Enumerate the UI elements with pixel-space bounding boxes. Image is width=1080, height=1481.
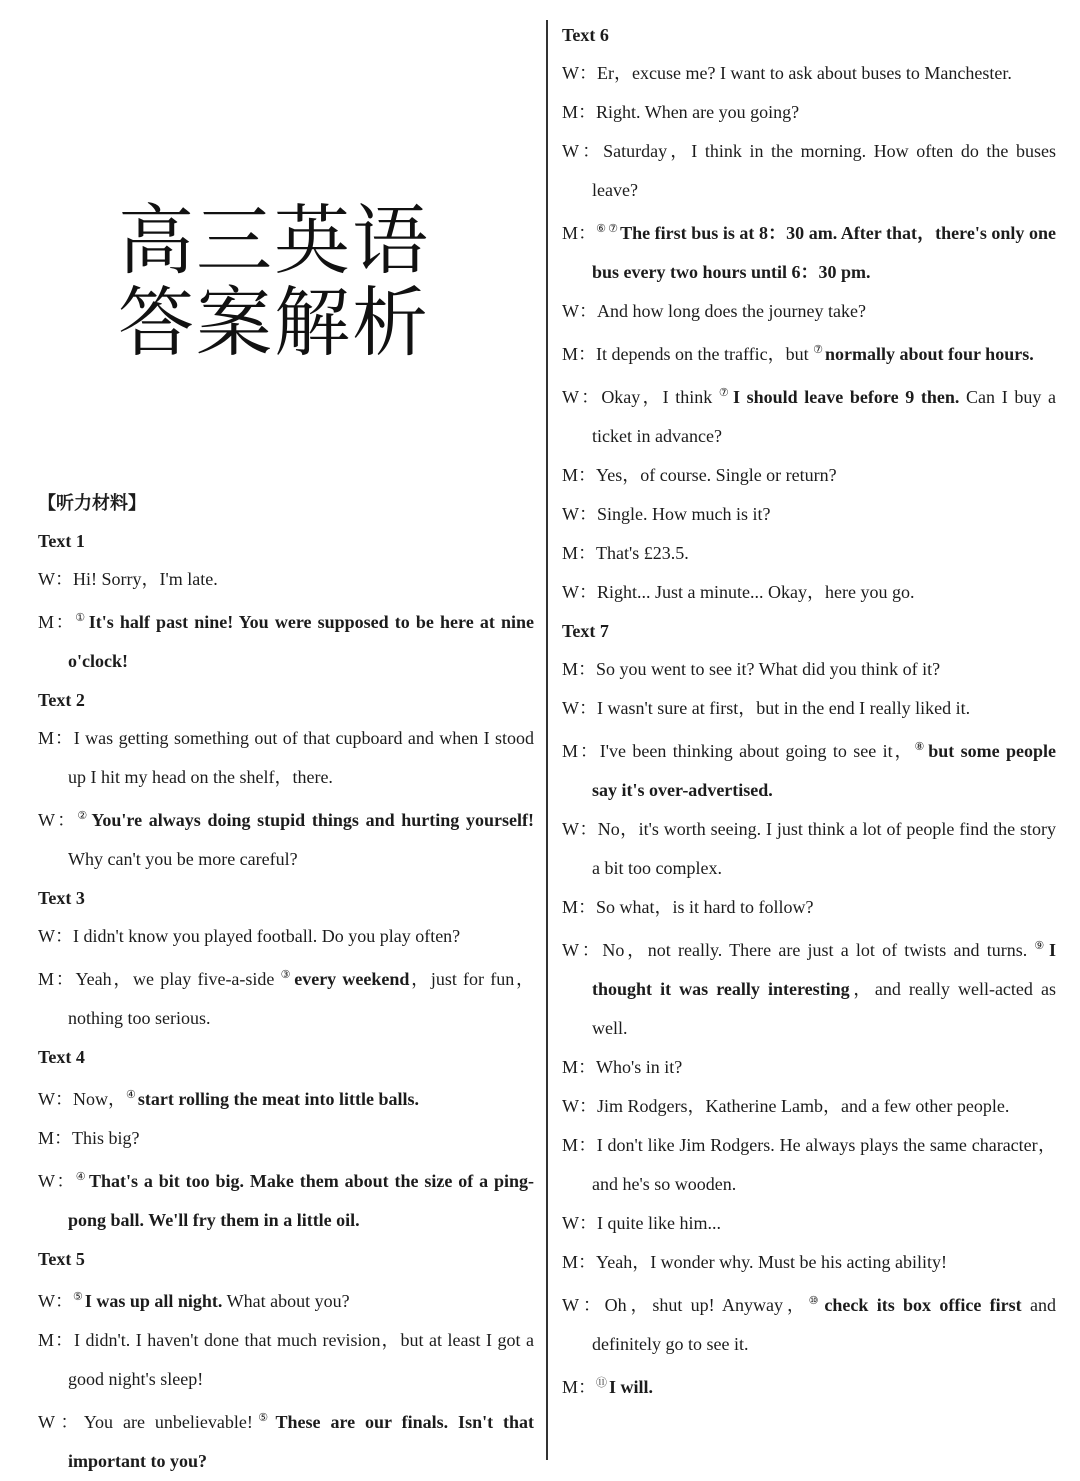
dialogue-line [562, 1126, 1056, 1204]
answer-marker: ⑧ [914, 741, 927, 753]
line-text: It depends on the traffic，but [596, 344, 814, 364]
answer-marker: ⑥ [596, 223, 607, 235]
dialogue-line [38, 1158, 534, 1240]
line-text: Yeah，I wonder why. Must be his acting ability! [596, 1252, 947, 1272]
dialogue-line [562, 1364, 1056, 1407]
line-text: I was getting something out of that cupboard and when I stood up I hit my head on the shelf，there. [68, 728, 534, 787]
line-text: What about you? [222, 1291, 350, 1311]
dialogue-line [38, 1278, 534, 1321]
title-line-1: 高三英语 [118, 196, 430, 285]
text-heading: Text 5 [38, 1249, 85, 1269]
line-text: Jim Rodgers，Katherine Lamb，and a few other people. [597, 1096, 1010, 1116]
text-heading: Text 1 [38, 531, 85, 551]
line-text: Okay，I think [601, 387, 719, 407]
speaker-label: W： [38, 1291, 73, 1311]
dialogue-line [38, 719, 534, 797]
text-heading: Text 6 [562, 25, 609, 45]
key-text: I should leave before 9 then. [732, 387, 960, 407]
line-text: You are unbelievable! [83, 1412, 253, 1432]
line-text: Yeah，we play five-a-side [75, 969, 281, 989]
speaker-label: M： [562, 1252, 597, 1272]
speaker-label: M： [562, 659, 597, 679]
key-text: I thought it was really interesting [592, 940, 1056, 999]
dialogue-line [562, 650, 1056, 689]
speaker-label: M： [562, 1135, 597, 1155]
speaker-label: M： [562, 1057, 597, 1077]
speaker-label: M： [562, 543, 597, 563]
dialogue-line [38, 1119, 534, 1158]
answer-marker: ② [77, 810, 90, 822]
line-text: and definitely go to see it. [592, 1295, 1056, 1354]
dialogue-line [562, 534, 1056, 573]
line-text: ，and really well-acted as well. [592, 979, 1056, 1038]
line-text: That's £23.5. [596, 543, 689, 563]
key-text: check its box office first [824, 1295, 1022, 1315]
speaker-label: M： [562, 897, 597, 917]
dialogue-line [562, 689, 1056, 728]
key-text: but some people say it's over-advertised. [592, 741, 1056, 800]
line-text: Oh，shut up! Anyway， [604, 1295, 809, 1315]
line-text: Right... Just a minute... Okay，here you go. [597, 582, 915, 602]
line-text: ，just for fun，nothing too serious. [68, 969, 534, 1028]
speaker-label: M： [562, 344, 597, 364]
dialogue-line [562, 888, 1056, 927]
line-text: Hi! Sorry，I'm late. [73, 569, 218, 589]
answer-marker: ① [75, 612, 87, 624]
line-text: Right. When are you going? [596, 102, 800, 122]
dialogue-line [38, 917, 534, 956]
speaker-label: M： [562, 223, 597, 243]
dialogue-line [562, 456, 1056, 495]
dialogue-line [38, 797, 534, 879]
dialogue-line [562, 1243, 1056, 1282]
answer-marker: ④ [75, 1171, 87, 1183]
key-text: It's half past nine! You were supposed to be here at nine o'clock! [68, 612, 534, 671]
title-line-2: 答案解析 [118, 278, 430, 367]
line-text: Why can't you be more careful? [68, 849, 298, 869]
column-divider [546, 20, 548, 1460]
answer-marker: ⑪ [596, 1377, 608, 1389]
speaker-label: W： [562, 141, 604, 161]
speaker-label: W： [562, 819, 598, 839]
speaker-label: M： [562, 102, 597, 122]
left-column [38, 484, 534, 1481]
speaker-label: M： [38, 612, 76, 632]
speaker-label: W： [38, 569, 73, 589]
dialogue-line [562, 1087, 1056, 1126]
speaker-label: W： [562, 387, 602, 407]
key-text: You're always doing stupid things and hurting yourself! [91, 810, 534, 830]
dialogue-line [562, 1048, 1056, 1087]
answer-marker: ④ [126, 1089, 136, 1101]
dialogue-line [38, 599, 534, 681]
line-text: No，it's worth seeing. I just think a lot of people find the story a bit too complex. [592, 819, 1056, 878]
line-text: And how long does the journey take? [597, 301, 866, 321]
dialogue-line [562, 1204, 1056, 1243]
dialogue-line [562, 1282, 1056, 1364]
line-text: I didn't know you played football. Do you play often? [73, 926, 461, 946]
answer-marker: ⑦ [608, 223, 619, 235]
line-text: I've been thinking about going to see it， [599, 741, 915, 761]
section-heading: 【听力材料】 [38, 493, 146, 513]
dialogue-line [38, 956, 534, 1038]
speaker-label: W： [562, 582, 597, 602]
key-text: every weekend [294, 969, 410, 989]
speaker-label: W： [562, 1096, 597, 1116]
speaker-label: W： [38, 1412, 84, 1432]
text-heading: Text 7 [562, 621, 609, 641]
line-text: I don't like Jim Rodgers. He always plays the same character，and he's so wooden. [592, 1135, 1056, 1194]
speaker-label: M： [38, 728, 74, 748]
speaker-label: W： [562, 504, 597, 524]
line-text: So what，is it hard to follow? [596, 897, 814, 917]
dialogue-line [38, 1399, 534, 1481]
answer-marker: ⑨ [1034, 940, 1047, 952]
dialogue-line [562, 93, 1056, 132]
speaker-label: M： [562, 465, 597, 485]
speaker-label: W： [562, 1213, 597, 1233]
right-column [562, 16, 1056, 1407]
dialogue-line [562, 210, 1056, 292]
dialogue-line [38, 1076, 534, 1119]
answer-marker: ⑦ [718, 387, 731, 399]
speaker-label: M： [38, 1128, 73, 1148]
line-text: No，not really. There are just a lot of twists and turns. [602, 940, 1035, 960]
key-text: normally about four hours. [825, 344, 1034, 364]
speaker-label: W： [562, 698, 597, 718]
speaker-label: M： [562, 1377, 597, 1397]
answer-marker: ⑤ [252, 1412, 274, 1424]
line-text: Er，excuse me? I want to ask about buses to Manchester. [597, 63, 1012, 83]
dialogue-line [562, 292, 1056, 331]
key-text: That's a bit too big. Make them about the size of a ping-pong ball. We'll fry them in a little oil. [68, 1171, 534, 1230]
answer-marker: ⑩ [808, 1295, 823, 1307]
speaker-label: W： [38, 926, 73, 946]
line-text: Now， [73, 1089, 126, 1109]
answer-marker: ⑤ [73, 1291, 83, 1303]
speaker-label: M： [38, 969, 76, 989]
line-text: Single. How much is it? [597, 504, 771, 524]
key-text: I will. [609, 1377, 654, 1397]
dialogue-line [562, 54, 1056, 93]
dialogue-line [562, 374, 1056, 456]
dialogue-line [562, 331, 1056, 374]
speaker-label: M： [562, 741, 600, 761]
answer-marker: ③ [280, 969, 293, 981]
line-text: Saturday，I think in the morning. How often do the buses leave? [592, 141, 1056, 200]
key-text: These are our finals. Isn't that important to you? [68, 1412, 534, 1471]
key-text: start rolling the meat into little balls. [137, 1089, 420, 1109]
dialogue-line [38, 1321, 534, 1399]
dialogue-line [562, 132, 1056, 210]
line-text: I wasn't sure at first，but in the end I really liked it. [597, 698, 971, 718]
speaker-label: W： [562, 1295, 605, 1315]
speaker-label: W： [38, 1171, 76, 1191]
dialogue-line [562, 495, 1056, 534]
speaker-label: M： [38, 1330, 75, 1350]
text-heading: Text 2 [38, 690, 85, 710]
line-text: I quite like him... [597, 1213, 721, 1233]
answer-marker: ⑦ [813, 344, 823, 356]
dialogue-line [562, 927, 1056, 1048]
dialogue-line [562, 573, 1056, 612]
dialogue-line [562, 728, 1056, 810]
dialogue-line [38, 560, 534, 599]
page-title [118, 196, 448, 367]
dialogue-line [562, 810, 1056, 888]
line-text: Can I buy a ticket in advance? [592, 387, 1056, 446]
speaker-label: W： [562, 301, 597, 321]
line-text: This big? [72, 1128, 140, 1148]
key-text: The first bus is at 8：30 am. After that，there's only one bus every two hours until 6：30 pm. [592, 223, 1056, 282]
text-heading: Text 4 [38, 1047, 85, 1067]
speaker-label: W： [38, 810, 78, 830]
speaker-label: W： [562, 63, 597, 83]
speaker-label: W： [38, 1089, 73, 1109]
key-text: I was up all night. [84, 1291, 223, 1311]
line-text: Yes，of course. Single or return? [596, 465, 837, 485]
line-text: Who's in it? [596, 1057, 683, 1077]
text-heading: Text 3 [38, 888, 85, 908]
line-text: So you went to see it? What did you think of it? [596, 659, 941, 679]
speaker-label: W： [562, 940, 603, 960]
line-text: I didn't. I haven't done that much revision，but at least I got a good night's sleep! [68, 1330, 534, 1389]
